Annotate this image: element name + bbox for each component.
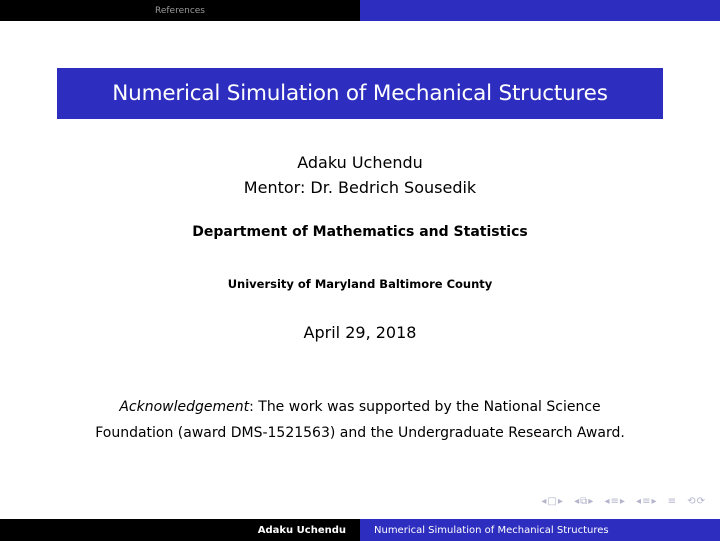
- presentation-date: April 29, 2018: [303, 323, 417, 342]
- footer-right: [360, 519, 720, 541]
- footer-left: [0, 519, 360, 541]
- footer-title: Numerical Simulation of Mechanical Structures: [374, 524, 609, 536]
- acknowledgement-text: : The work was supported by the National Science Foundation (award DMS-1521563) and the Undergraduate Research Award.: [95, 399, 625, 441]
- header-bar: [0, 0, 720, 21]
- frame-back-icon[interactable]: ◂□▸: [541, 496, 564, 507]
- section-back-icon[interactable]: ◂≡▸: [604, 496, 626, 507]
- slide-title: Numerical Simulation of Mechanical Structures: [112, 81, 608, 106]
- navigation-symbols: [535, 496, 706, 507]
- author-name: Adaku Uchendu: [297, 153, 423, 172]
- mentor-line: Mentor: Dr. Bedrich Sousedik: [243, 178, 477, 197]
- footer-author: Adaku Uchendu: [257, 524, 346, 536]
- acknowledgement: [90, 394, 630, 446]
- section-forward-icon[interactable]: ◂≡▸: [636, 496, 658, 507]
- header-left: [0, 0, 360, 21]
- title-box: [57, 68, 663, 119]
- references-link[interactable]: References: [154, 5, 205, 16]
- acknowledgement-label: Acknowledgement: [119, 399, 250, 415]
- footer-bar: [0, 519, 720, 541]
- subsection-back-icon[interactable]: ◂⧉▸: [574, 496, 595, 507]
- university-name: University of Maryland Baltimore County: [227, 277, 493, 291]
- header-right: [360, 0, 720, 21]
- appendix-icon[interactable]: ≡: [667, 496, 678, 507]
- search-icon[interactable]: ⟲⟳: [687, 496, 706, 507]
- department-name: Department of Mathematics and Statistics: [192, 224, 528, 240]
